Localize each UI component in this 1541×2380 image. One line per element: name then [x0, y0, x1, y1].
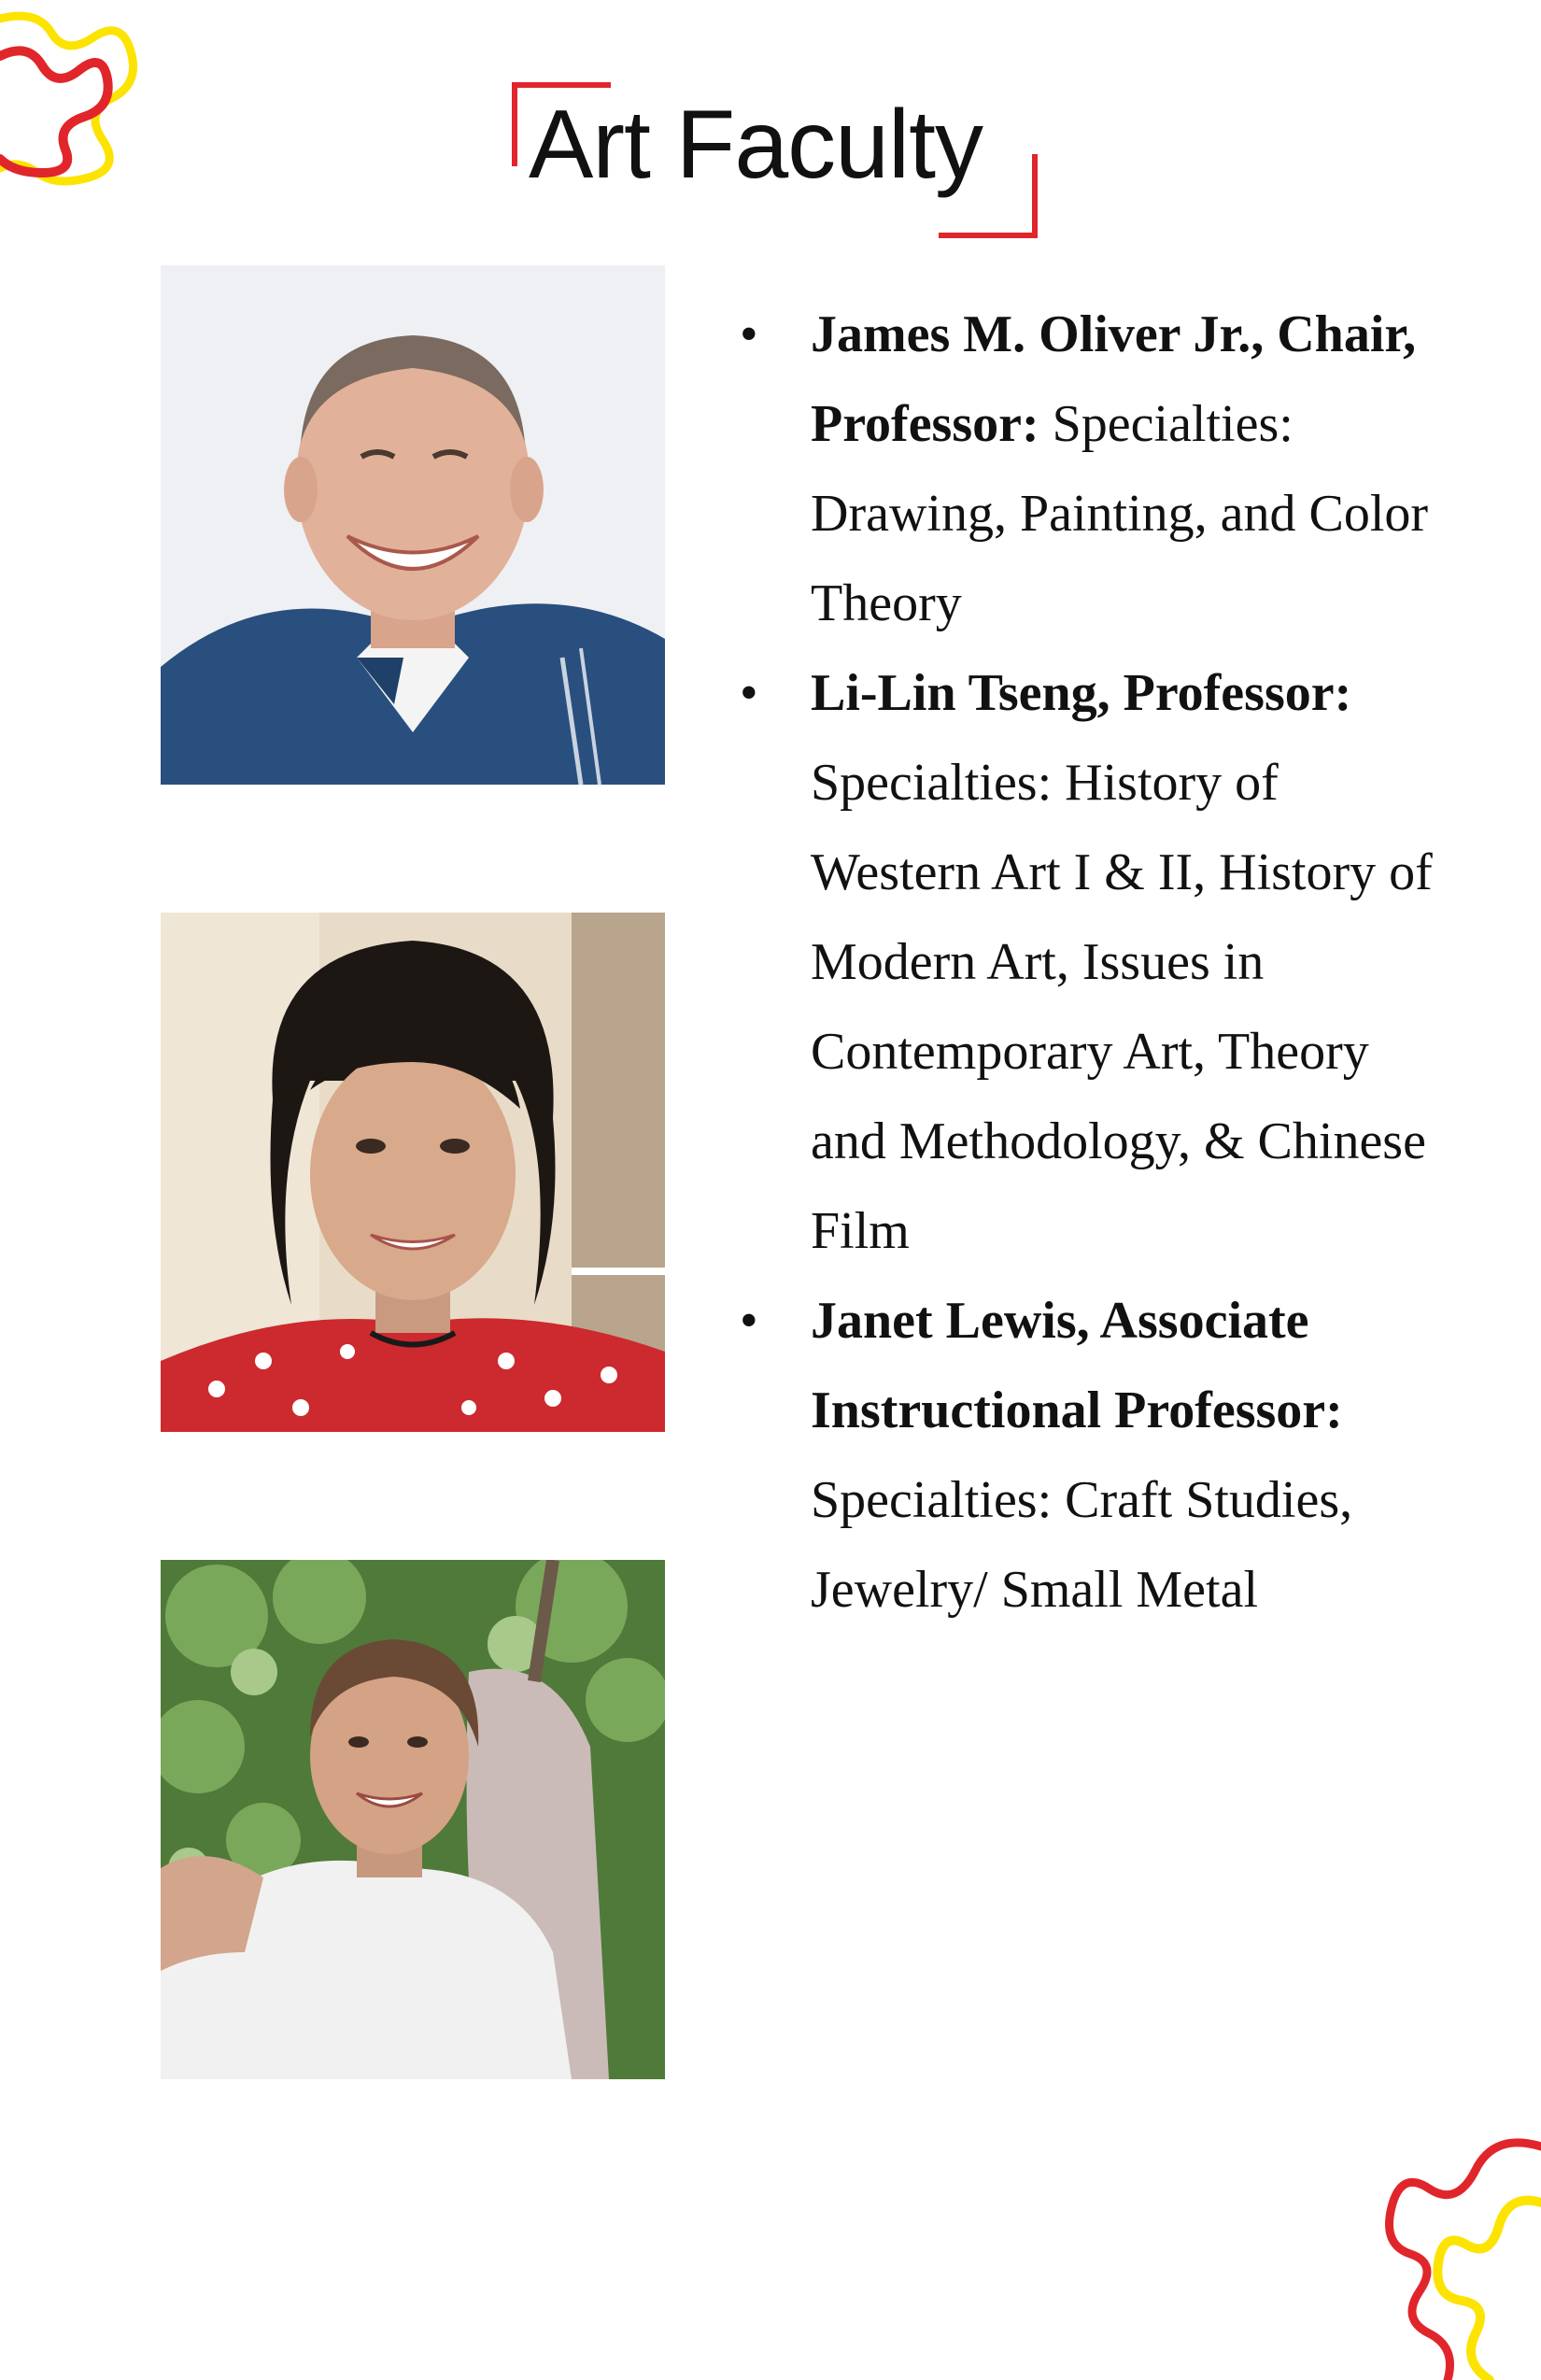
faculty-item-james-oliver: [740, 290, 1449, 648]
faculty-specialties: Specialties: Drawing, Painting, and Color Theory: [811, 395, 1429, 632]
faculty-name-title: James M. Oliver Jr., Chair, Professor:: [811, 305, 1417, 453]
faculty-name-title: Li-Lin Tseng, Professor:: [811, 664, 1352, 722]
page-title: Art Faculty: [529, 91, 983, 199]
faculty-item-janet-lewis: [740, 1276, 1449, 1635]
faculty-specialties: Specialties: History of Western Art I & II, History of Modern Art, Issues in Contemporary Art, Theory and Methodology, & Chinese Film: [811, 754, 1433, 1260]
faculty-item-li-lin-tseng: [740, 648, 1449, 1276]
squiggle-decoration-bottom-right: [1336, 2118, 1541, 2380]
faculty-photo-janet-lewis: [161, 1560, 665, 2079]
faculty-name-title: Janet Lewis, Associate Instructional Professor:: [811, 1292, 1343, 1439]
bullet-icon: •: [740, 1292, 758, 1350]
squiggle-decoration-top-left: [0, 0, 233, 215]
page-title-block: [504, 77, 1046, 240]
bullet-icon: •: [740, 664, 758, 722]
faculty-list: [740, 290, 1449, 1635]
faculty-photo-james-oliver: [161, 265, 665, 785]
faculty-photo-li-lin-tseng: [161, 913, 665, 1432]
faculty-specialties: Specialties: Craft Studies, Jewelry/ Small Metal: [811, 1471, 1353, 1619]
bullet-icon: •: [740, 305, 758, 363]
